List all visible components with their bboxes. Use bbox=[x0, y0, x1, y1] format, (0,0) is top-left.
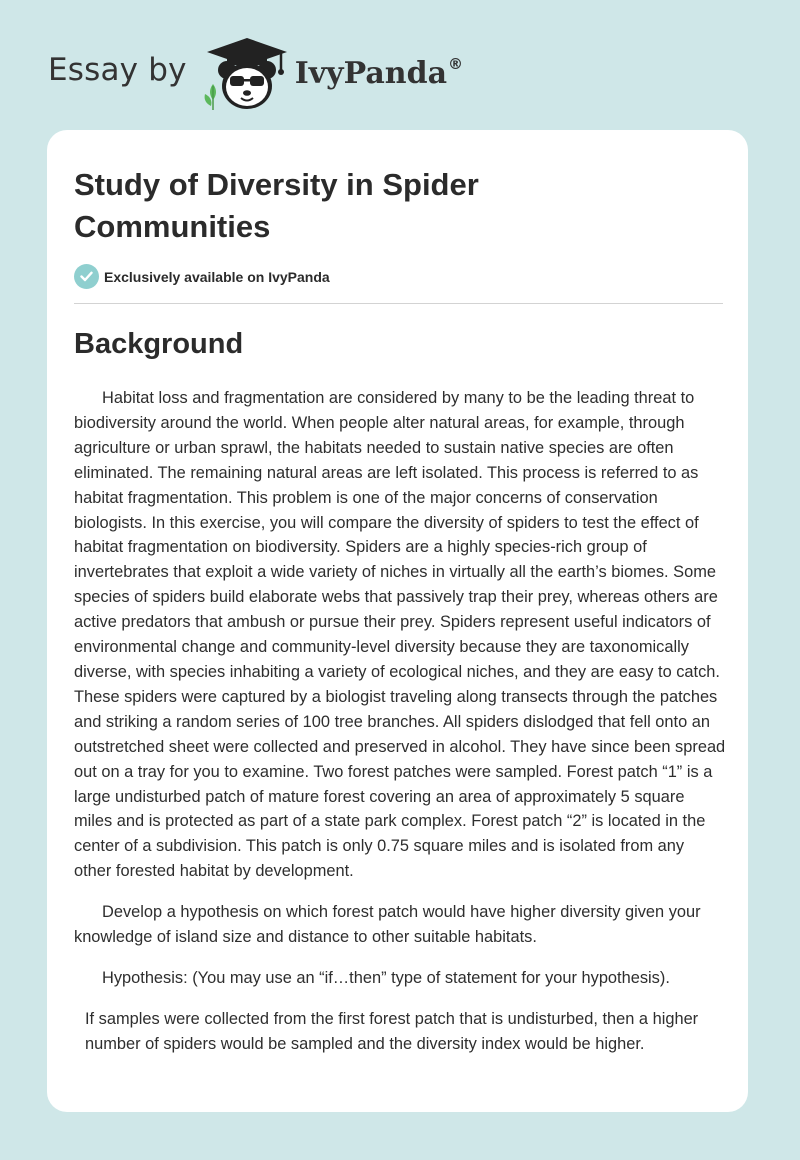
title-divider bbox=[74, 303, 723, 304]
essay-title: Study of Diversity in Spider Communities bbox=[74, 167, 479, 244]
essay-brand-header bbox=[48, 36, 463, 112]
section-heading: Background bbox=[74, 328, 244, 360]
registered-mark: ® bbox=[448, 55, 464, 73]
essay-body bbox=[74, 386, 726, 1073]
paragraph-hypothesis-prompt: Hypothesis: (You may use an “if…then” type of statement for your hypothesis). bbox=[102, 968, 670, 987]
paragraph-task: Develop a hypothesis on which forest patch would have higher diversity given your knowledge of island size and distance to other suitable habitats. bbox=[74, 903, 701, 947]
brand-name: IvyPanda® bbox=[294, 55, 464, 91]
panda-graduate-logo-icon bbox=[201, 36, 293, 112]
essay-card bbox=[47, 130, 748, 1112]
paragraph-hypothesis-answer: If samples were collected from the first forest patch that is undisturbed, then a higher number of spiders would be sampled and the diversity index would be higher. bbox=[85, 1009, 699, 1053]
exclusive-badge-text: Exclusively available on IvyPanda bbox=[104, 268, 330, 285]
exclusive-badge bbox=[74, 264, 330, 289]
essay-by-label: Essay by bbox=[48, 52, 187, 88]
check-circle-icon bbox=[74, 264, 99, 289]
paragraph-background: Habitat loss and fragmentation are considered by many to be the leading threat to biodiversity around the world. When people alter natural areas, for example, through agriculture or urban sprawl, the habitats needed to sustain native species are often eliminated. The remaining natural areas are left isolated. This process is referred to as habitat fragmentation. This problem is one of the major concerns of conservation biologists. In this exercise, you will compare the diversity of spiders to test the effect of habitat fragmentation on biodiversity. Spiders are a highly species-rich group of invertebrates that exploit a wide variety of niches in virtually all the earth’s biomes. Some species of spiders build elaborate webs that passively trap their prey, whereas others are active predators that ambush or pursue their prey. Spiders represent useful indicators of environmental change and community-level diversity because they are taxonomically diverse, with species inhabiting a variety of ecological niches, and they are easy to catch. These spiders were captured by a biologist traveling along transects through the patches and striking a random series of 100 tree branches. All spiders dislodged that fell onto an outstretched sheet were collected and preserved in alcohol. They have since been spread out on a tray for you to examine. Two forest patches were sampled. Forest patch “1” is a large undisturbed patch of mature forest covering an area of approximately 5 square miles and is protected as part of a state park complex. Forest patch “2” is located in the center of a subdivision. This patch is only 0.75 square miles and is isolated from any other forested habitat by development. bbox=[74, 389, 726, 881]
